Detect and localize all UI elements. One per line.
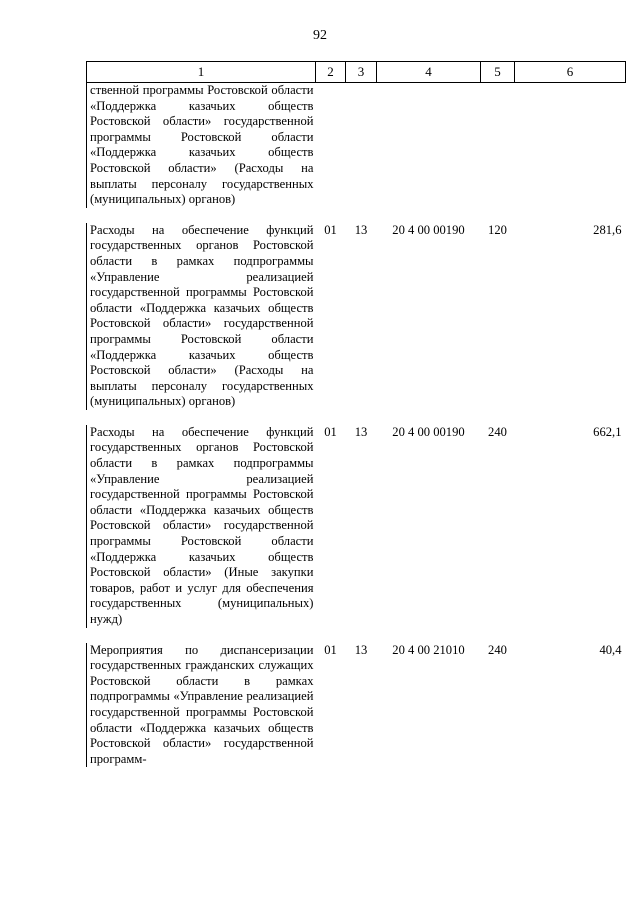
row-expense-type: 240	[488, 424, 507, 439]
table-row	[87, 83, 626, 208]
row-target-article: 20 4 00 21010	[392, 642, 465, 657]
row-expense-type	[481, 83, 515, 208]
row-description-text: Мероприятия по диспансеризации государственных гражданских служащих Ростовской области в рамках подпрограммы «Управление реализацией государственной программы Ростовской области «Поддержка казачьих обществ Ростовской области» государственной программ-	[90, 642, 314, 766]
row-description	[87, 223, 316, 410]
row-spacer	[87, 410, 626, 425]
row-section	[316, 83, 346, 208]
header-cell-1: 1	[87, 62, 316, 83]
row-section: 01	[324, 642, 337, 657]
table-row	[87, 223, 626, 410]
table-header-row	[87, 62, 626, 83]
row-description	[87, 425, 316, 628]
header-cell-3: 3	[346, 62, 377, 83]
header-cell-5: 5	[481, 62, 515, 83]
row-description-text: ственной программы Ростовской области «Поддержка казачьих обществ Ростовской области» государственной программы Ростовской области «Поддержка казачьих обществ Ростовской области» (Расходы на выплаты персоналу государственных (муниципальных) органов)	[90, 83, 314, 207]
row-spacer	[87, 208, 626, 223]
table-row	[87, 643, 626, 768]
row-amount	[515, 83, 626, 208]
row-amount: 40,4	[599, 642, 622, 657]
budget-table	[86, 61, 626, 767]
header-cell-2: 2	[316, 62, 346, 83]
table-row	[87, 425, 626, 628]
row-amount: 281,6	[593, 222, 622, 237]
row-expense-type: 240	[488, 642, 507, 657]
row-subsection: 13	[354, 222, 368, 237]
row-subsection: 13	[354, 642, 368, 657]
row-target-article	[377, 83, 481, 208]
row-spacer	[87, 628, 626, 643]
page-number: 92	[313, 28, 327, 43]
row-description	[87, 83, 316, 208]
row-description-text: Расходы на обеспечение функций государственных органов Ростовской области в рамках подпрограммы «Управление реализацией государственной программы Ростовской области «Поддержка казачьих обществ Ростовской области» государственной программы Ростовской области «Поддержка казачьих обществ Ростовской области» (Иные закупки товаров, работ и услуг для обеспечения государственных (муниципальных) нужд)	[90, 424, 314, 626]
row-amount: 662,1	[593, 424, 622, 439]
row-subsection	[346, 83, 377, 208]
row-subsection: 13	[354, 424, 368, 439]
row-target-article: 20 4 00 00190	[392, 424, 465, 439]
row-expense-type: 120	[488, 222, 507, 237]
row-description	[87, 643, 316, 768]
row-section: 01	[324, 222, 337, 237]
header-cell-6: 6	[515, 62, 626, 83]
header-cell-4: 4	[377, 62, 481, 83]
row-section: 01	[324, 424, 337, 439]
row-description-text: Расходы на обеспечение функций государственных органов Ростовской области в рамках подпрограммы «Управление реализацией государственной программы Ростовской области «Поддержка казачьих обществ Ростовской области» государственной программы Ростовской области «Поддержка казачьих обществ Ростовской области» (Расходы на выплаты персоналу государственных (муниципальных) органов)	[90, 222, 314, 409]
row-target-article: 20 4 00 00190	[392, 222, 465, 237]
